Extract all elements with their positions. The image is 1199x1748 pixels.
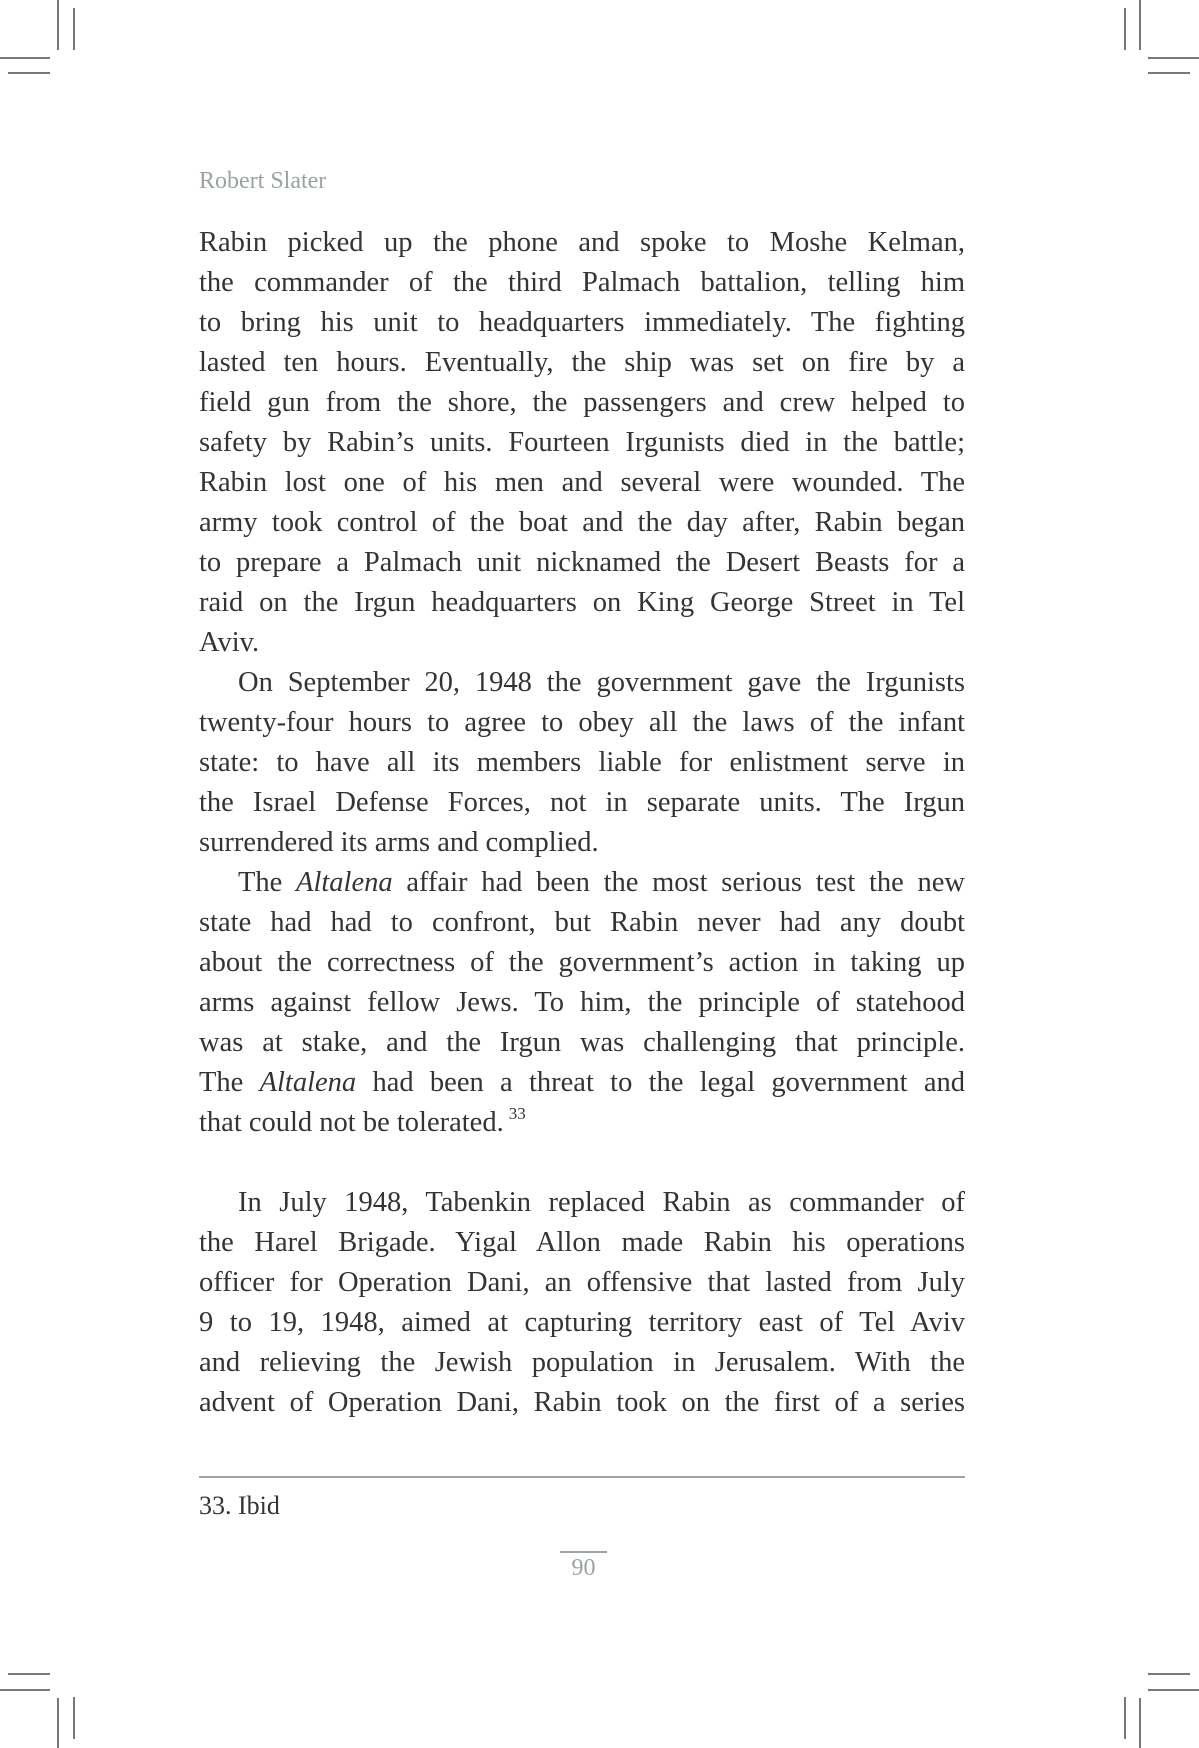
text-line — [199, 1183, 965, 1223]
text-line — [199, 1343, 965, 1383]
text-segment: field gun from the shore, the passengers and crew helped to — [199, 387, 965, 418]
paragraph — [199, 863, 965, 1143]
body-text — [199, 223, 965, 1423]
text-segment: officer for Operation Dani, an offensive that lasted from July — [199, 1267, 965, 1298]
italic-title: Altalena — [259, 1067, 357, 1098]
text-segment: safety by Rabin’s units. Fourteen Irgunists died in the battle; — [199, 427, 965, 458]
text-line — [199, 543, 965, 583]
crop-mark-line — [0, 1689, 50, 1691]
footnote-separator-rule — [199, 1476, 965, 1478]
text-segment: raid on the Irgun headquarters on King George Street in Tel — [199, 587, 965, 618]
text-segment: that could not be tolerated. — [199, 1107, 504, 1138]
text-segment: and relieving the Jewish population in Jerusalem. With the — [199, 1347, 965, 1378]
crop-mark-line — [1148, 72, 1190, 74]
text-line — [199, 623, 965, 663]
text-segment: to prepare a Palmach unit nicknamed the Desert Beasts for a — [199, 547, 965, 578]
text-segment: advent of Operation Dani, Rabin took on the first of a series — [199, 1387, 965, 1418]
text-line — [199, 823, 965, 863]
text-segment: had been a threat to the legal government and — [356, 1067, 965, 1098]
text-line — [199, 863, 965, 903]
crop-mark-line — [1124, 8, 1126, 50]
text-line — [199, 783, 965, 823]
text-segment: 9 to 19, 1948, aimed at capturing territory east of Tel Aviv — [199, 1307, 965, 1338]
footnote-number: 33. — [199, 1491, 232, 1520]
text-line — [199, 263, 965, 303]
text-line — [199, 503, 965, 543]
text-segment: Rabin picked up the phone and spoke to Moshe Kelman, — [199, 227, 965, 258]
text-segment: Aviv. — [199, 627, 260, 658]
text-segment: was at stake, and the Irgun was challenging that principle. — [199, 1027, 965, 1058]
text-segment: Rabin lost one of his men and several were wounded. The — [199, 467, 965, 498]
italic-title: Altalena — [296, 867, 393, 898]
crop-mark-line — [1148, 1689, 1199, 1691]
text-line — [199, 903, 965, 943]
blank-line — [199, 1143, 965, 1183]
crop-mark-line — [57, 0, 59, 50]
text-line — [199, 1103, 965, 1143]
text-line — [199, 303, 965, 343]
text-line — [199, 383, 965, 423]
text-segment: affair had been the most serious test the new — [392, 867, 965, 898]
crop-mark-line — [8, 1673, 50, 1675]
text-segment: lasted ten hours. Eventually, the ship was set on fire by a — [199, 347, 965, 378]
paragraph — [199, 223, 965, 663]
crop-mark-line — [73, 8, 75, 50]
footnote-text: Ibid — [238, 1491, 280, 1520]
text-segment: army took control of the boat and the day after, Rabin began — [199, 507, 965, 538]
text-segment: state: to have all its members liable for enlistment serve in — [199, 747, 965, 778]
text-segment: In July 1948, Tabenkin replaced Rabin as commander of — [238, 1187, 965, 1218]
text-line — [199, 703, 965, 743]
text-line — [199, 743, 965, 783]
text-line — [199, 223, 965, 263]
crop-mark-line — [1148, 1673, 1190, 1675]
text-segment: The — [199, 1067, 260, 1098]
crop-mark-line — [57, 1698, 59, 1748]
text-line — [199, 343, 965, 383]
text-line — [199, 1023, 965, 1063]
footnote-reference[interactable]: 33 — [508, 1104, 526, 1123]
text-segment: On September 20, 1948 the government gave the Irgunists — [238, 667, 965, 698]
text-segment: arms against fellow Jews. To him, the principle of statehood — [199, 987, 965, 1018]
text-line — [199, 463, 965, 503]
text-line — [199, 1383, 965, 1423]
footnote — [199, 1490, 280, 1522]
crop-mark-line — [1148, 57, 1199, 59]
text-line — [199, 983, 965, 1023]
crop-mark-line — [73, 1697, 75, 1739]
text-line — [199, 1223, 965, 1263]
text-segment: twenty-four hours to agree to obey all the laws of the infant — [199, 707, 965, 738]
text-segment: surrendered its arms and complied. — [199, 827, 599, 858]
text-segment: The — [238, 867, 297, 898]
crop-mark-line — [1124, 1697, 1126, 1739]
text-segment: the commander of the third Palmach battalion, telling him — [199, 267, 965, 298]
text-segment: the Israel Defense Forces, not in separate units. The Irgun — [199, 787, 965, 818]
crop-mark-line — [1139, 0, 1141, 50]
paragraph — [199, 663, 965, 863]
text-segment: about the correctness of the government’s action in taking up — [199, 947, 965, 978]
text-line — [199, 1063, 965, 1103]
text-line — [199, 1263, 965, 1303]
crop-mark-line — [1139, 1698, 1141, 1748]
text-line — [199, 1303, 965, 1343]
text-line — [199, 423, 965, 463]
text-line — [199, 583, 965, 623]
text-line — [199, 943, 965, 983]
text-segment: state had had to confront, but Rabin never had any doubt — [199, 907, 965, 938]
text-segment: the Harel Brigade. Yigal Allon made Rabin his operations — [199, 1227, 965, 1258]
running-head-author: Robert Slater — [199, 168, 327, 194]
text-segment: to bring his unit to headquarters immediately. The fighting — [199, 307, 965, 338]
crop-mark-line — [8, 72, 50, 74]
text-line — [199, 663, 965, 703]
page-number: 90 — [571, 1555, 596, 1581]
paragraph — [199, 1183, 965, 1423]
crop-mark-line — [0, 57, 50, 59]
